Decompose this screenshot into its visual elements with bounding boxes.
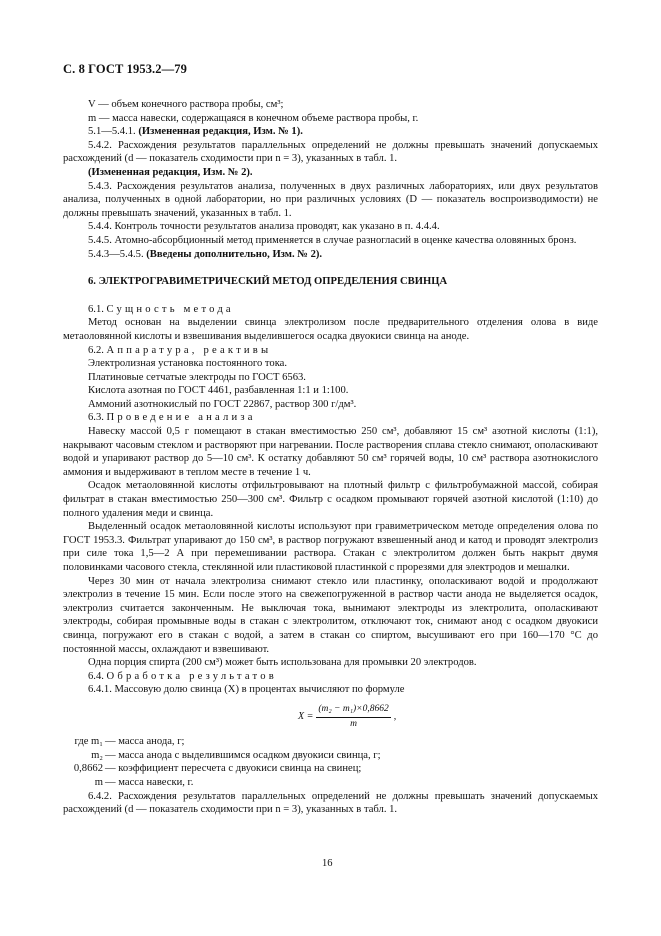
reagent-item: Аммоний азотнокислый по ГОСТ 22867, раствор 300 г/дм³. bbox=[88, 398, 357, 410]
formula-numerator: (m₂ − m₁)×0,8662 bbox=[316, 703, 390, 718]
clause-5-4-4: 5.4.4. Контроль точности результатов анализа проводят, как указано в п. 4.4.4. bbox=[88, 221, 440, 233]
page-number: 16 bbox=[322, 858, 333, 869]
clause-6-1-heading bbox=[63, 303, 598, 317]
clause-6-2-title: Аппаратура, реактивы bbox=[106, 344, 272, 356]
clause-6-1-text: Метод основан на выделении свинца электролизом после предварительного отделения олова в виде метаоловянной кислоты и взвешивания выделившегося осадка двуокиси свинца на аноде. bbox=[63, 317, 598, 342]
where-m2 bbox=[63, 749, 598, 763]
clause-6-3-heading bbox=[63, 411, 598, 425]
where-k-label: 0,8662 bbox=[73, 763, 103, 775]
clause-6-1-num: 6.1. bbox=[88, 303, 107, 315]
clause-5-4-1-num: 5.1—5.4.1. bbox=[88, 126, 139, 138]
formula-lhs: X = bbox=[298, 711, 314, 723]
clause-5-4-3-5 bbox=[63, 248, 598, 262]
where-m2-label: m₂ bbox=[91, 749, 103, 761]
v-definition: V — объем конечного раствора пробы, см³; bbox=[88, 99, 284, 110]
clause-5-4-3-5-note: (Введены дополнительно, Изм. № 2). bbox=[146, 248, 323, 260]
clause-6-4-num: 6.4. bbox=[88, 670, 107, 682]
where-m1-label: где m₁ bbox=[74, 736, 103, 748]
where-m2-text: — масса анода с выделившимся осадком двуокиси свинца, г; bbox=[105, 749, 381, 761]
where-m1-text: — масса анода, г; bbox=[105, 736, 185, 748]
clause-6-4-heading bbox=[63, 670, 598, 684]
procedure-paragraph: Через 30 мин от начала электролиза снимают стекло или пластинку, ополаскивают водой и продолжают электролиз в течение 15 мин. Если после этого на свежепогруженной в раствор части анода не выделяется осадок, электролиз считается законченным. Не выключая тока, вынимают электроды из электролита, ополаскивают электроды, собирая промывные воды в стакан с электролитом, отключают ток, снимают анод с осадком двуокиси свинца, погружают его в стакан с водой, а затем в стакан со спиртом, высушивают его при 160—170 °С до постоянной массы, охлаждают и взвешивают. bbox=[63, 575, 598, 655]
clause-5-4-1-note: (Измененная редакция, Изм. № 1). bbox=[138, 126, 303, 138]
clause-6-2-heading bbox=[63, 344, 598, 358]
clause-6-1-title: Сущность метода bbox=[106, 303, 234, 315]
clause-5-4-3-5-num: 5.4.3—5.4.5. bbox=[88, 248, 147, 260]
equipment-item: Платиновые сетчатые электроды по ГОСТ 6563. bbox=[88, 371, 306, 383]
equipment-item: Электролизная установка постоянного тока. bbox=[88, 358, 288, 370]
procedure-paragraph: Осадок метаоловянной кислоты отфильтровывают на плотный фильтр с фильтробумажной массой, собирая фильтрат в стакан вместимостью 250—300 см³. Фильтр с осадком промывают горячей азотной кислотой (1:10) до полного удаления меди и свинца. bbox=[63, 480, 598, 519]
clause-6-2-num: 6.2. bbox=[88, 344, 107, 356]
where-m1 bbox=[63, 735, 598, 749]
m-definition: m — масса навески, содержащаяся в конечном объеме раствора пробы, г. bbox=[88, 112, 419, 124]
clause-5-4-1 bbox=[63, 125, 598, 139]
clause-5-4-2: 5.4.2. Расхождения результатов параллельных определений не должны превышать значений допускаемых расхождений (d — показатель сходимости при n = 3), указанных в табл. 1. bbox=[63, 139, 598, 165]
procedure-paragraph: Навеску массой 0,5 г помещают в стакан вместимостью 250 см³, добавляют 15 см³ азотной кислоты (1:1), накрывают часовым стеклом и растворяют при нагревании. После растворения сплава стекло снимают, ополаскивают водой и упаривают раствор до 5—10 см³. К остатку добавляют 50 см³ горячей воды, 10 см³ раствора азотнокислого аммония и выдерживают в теплом месте в течение 1 ч. bbox=[63, 426, 598, 478]
where-m-text: — масса навески, г. bbox=[105, 776, 194, 788]
clause-5-4-3: 5.4.3. Расхождения результатов анализа, полученных в двух различных лабораториях, или двух результатов анализа, полученных в одной лаборатории, но при различных условиях (D — показатель воспроизводимости) не должны превышать значений, указанных в табл. 1. bbox=[63, 180, 598, 219]
clause-5-4-2-note: (Измененная редакция, Изм. № 2). bbox=[88, 166, 253, 178]
section-6-title: 6. ЭЛЕКТРОГРАВИМЕТРИЧЕСКИЙ МЕТОД ОПРЕДЕЛЕНИЯ СВИНЦА bbox=[88, 276, 448, 288]
formula-denominator: m bbox=[350, 718, 357, 729]
clause-6-4-2: 6.4.2. Расхождения результатов параллельных определений не должны превышать значений допускаемых расхождений (d — показатель сходимости при n = 3), указанных в табл. 1. bbox=[63, 790, 598, 816]
where-m bbox=[63, 776, 598, 790]
clause-6-4-title: Обработка результатов bbox=[106, 670, 277, 682]
reagent-item: Кислота азотная по ГОСТ 4461, разбавленная 1:1 и 1:100. bbox=[88, 385, 349, 397]
formula-fraction bbox=[316, 703, 390, 731]
procedure-paragraph: Одна порция спирта (200 см³) может быть использована для промывки 20 электродов. bbox=[88, 657, 477, 669]
formula-comma: , bbox=[393, 711, 397, 723]
page-header: С. 8 ГОСТ 1953.2—79 bbox=[63, 62, 187, 76]
clause-6-3-title: Проведение анализа bbox=[106, 412, 256, 424]
procedure-paragraph: Выделенный осадок метаоловянной кислоты используют при гравиметрическом методе определения олова по ГОСТ 1953.3. Фильтрат упаривают до 150 см³, в раствор погружают взвешенный анод и катод и проводят электролиз при силе тока 1,5—2 А при перемешивании раствора. Стакан с электролитом должен быть накрыт двумя половинками часового стекла, стеклянной или пластиковой пластинкой с прорезями для электродов и мешалки. bbox=[63, 521, 598, 573]
where-k bbox=[63, 762, 598, 776]
document-body bbox=[63, 98, 598, 817]
where-k-text: — коэффициент пересчета с двуокиси свинца на свинец; bbox=[105, 763, 362, 775]
lead-formula bbox=[298, 703, 598, 731]
clause-6-4-1: 6.4.1. Массовую долю свинца (X) в процентах вычисляют по формуле bbox=[88, 684, 405, 696]
where-m-label: m bbox=[94, 776, 103, 788]
clause-6-3-num: 6.3. bbox=[88, 412, 107, 424]
clause-5-4-5: 5.4.5. Атомно-абсорбционный метод применяется в случае разногласий в оценке качества оловянных бронз. bbox=[88, 234, 577, 246]
